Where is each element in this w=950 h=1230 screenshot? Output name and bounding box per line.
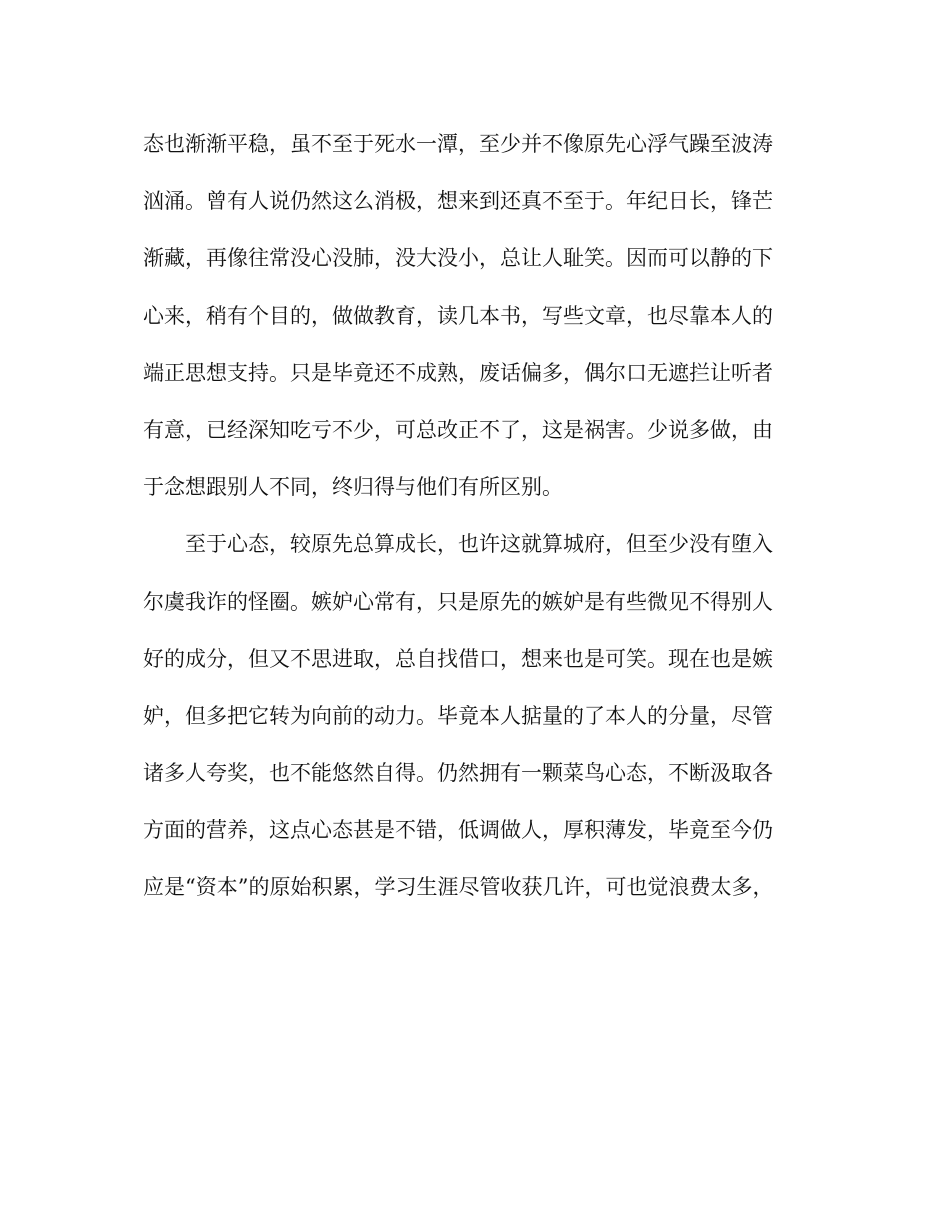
text-line: 汹涌。曾有人说仍然这么消极，想来到还真不至于。年纪日长，锋芒 <box>143 189 773 214</box>
body-text <box>143 122 803 923</box>
text-line: 心来，稍有个目的，做做教育，读几本书，写些文章，也尽靠本人的 <box>143 303 773 328</box>
text-line: 渐藏，再像往常没心没肺，没大没小，总让人耻笑。因而可以静的下 <box>143 246 773 271</box>
text-line: 端正思想支持。只是毕竟还不成熟，废话偏多，偶尔口无遮拦让听者 <box>143 360 773 385</box>
text-line: 有意，已经深知吃亏不少，可总改正不了，这是祸害。少说多做，由 <box>143 417 773 442</box>
text-line: 妒，但多把它转为向前的动力。毕竟本人掂量的了本人的分量，尽管 <box>143 703 773 728</box>
text-line: 好的成分，但又不思进取，总自找借口，想来也是可笑。现在也是嫉 <box>143 646 773 671</box>
text-line: 尔虞我诈的怪圈。嫉妒心常有，只是原先的嫉妒是有些微见不得别人 <box>143 589 773 614</box>
text-line: 方面的营养，这点心态甚是不错，低调做人，厚积薄发，毕竟至今仍 <box>143 818 773 843</box>
text-line: 应是“资本”的原始积累，学习生涯尽管收获几许，可也觉浪费太多， <box>143 875 774 900</box>
paragraph-start-line: 至于心态，较原先总算成长，也许这就算城府，但至少没有堕入 <box>185 532 773 557</box>
text-line: 态也渐渐平稳，虽不至于死水一潭，至少并不像原先心浮气躁至波涛 <box>143 132 773 156</box>
text-line: 于念想跟别人不同，终归得与他们有所区别。 <box>143 475 563 500</box>
text-line: 诸多人夸奖，也不能悠然自得。仍然拥有一颗菜鸟心态，不断汲取各 <box>143 761 773 786</box>
